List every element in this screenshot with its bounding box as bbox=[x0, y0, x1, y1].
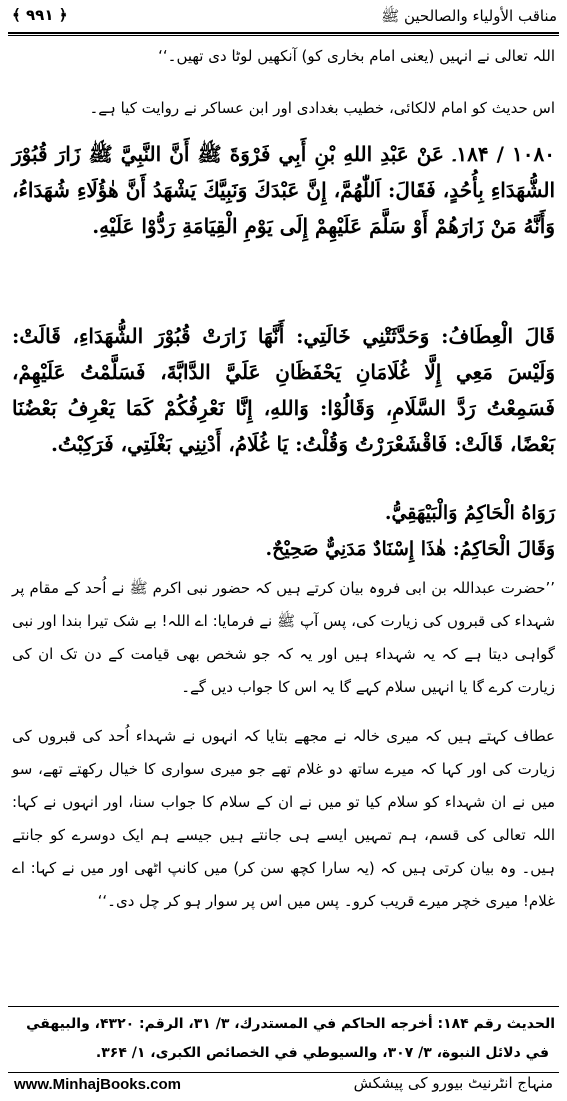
translation-paragraph-2: عطاف کہتے ہیں کہ میری خالہ نے مجھے بتایا کہ انہوں نے شہداء اُحد کی قبروں کی زیارت کی اور کہا کہ میرے ساتھ دو غلام تھے جو میری سواری کا خیال رکھتے تھے، سو میں نے ان شہداء کو سلام کیا تو میں نے ان کے سلام کا جواب سنا، اور انہوں نے کہا: اللہ تعالی کی قسم، ہم تمہیں ایسے ہی جانتے ہیں جیسے ہم ایک دوسرے کو جانتے ہیں۔ وہ بیان کرتی ہیں کہ (یہ سارا کچھ سن کر) میں کانپ اٹھی اور میں نے کہا: اے غلام! میری خچر میرے قریب کرو۔ پس میں اس پر سوار ہو کر چل دی۔‘‘ bbox=[12, 727, 555, 910]
footer-rule bbox=[8, 1072, 559, 1073]
references bbox=[12, 1010, 555, 1068]
hadith-grading: وَقَالَ الْحَاكِمُ: هٰذَا إِسْنَادٌ مَدَنِيٌّ صَحِيْحٌ. bbox=[265, 538, 555, 560]
page-header bbox=[10, 6, 557, 32]
hadith-number: ۱۰۸۰ / ۱۸۴۔ bbox=[452, 142, 556, 166]
reference-line-1: الحديث رقم ۱۸۴: أخرجه الحاكم في المستدرك، ۳/ ۳۱، الرقم: ۴۳۲۰، والبيهقي bbox=[26, 1016, 555, 1032]
hadith-paragraph-2: قَالَ الْعِطَافُ: وَحَدَّثَتْنِي خَالَتِي: أَنَّهَا زَارَتْ قُبُوْرَ الشُّهَدَاءِ، قَالَتْ: وَلَيْسَ مَعِي إِلَّا غُلَامَانِ يَحْفَظَانِ عَلَيَّ الدَّابَّةَ، فَسَلَّمْتُ عَلَيْهِمْ، فَسَمِعْتُ رَدَّ السَّلَامِ، وَقَالُوْا: وَاللهِ، إِنَّا نَعْرِفُكُمْ كَمَا يَعْرِفُ بَعْضُنَا بَعْضًا، قَالَتْ: فَاقْشَعْرَرْتُ وَقُلْتُ: يَا غُلَامُ، أَدْنِنِي بَغْلَتِي، فَرَكِبْتُ. bbox=[12, 324, 555, 456]
reference-line-2: في دلائل النبوة، ۳/ ۳۰۷، والسيوطي في الخصائص الكبرى، ۱/ ۳۶۴. bbox=[95, 1045, 549, 1061]
intro-line-2: اس حدیث کو امام لالکائی، خطیب بغدادی اور ابن عساکر نے روایت کیا ہے۔ bbox=[89, 99, 555, 117]
translation-paragraph-1: ’’حضرت عبداللہ بن ابی فروہ بیان کرتے ہیں کہ حضور نبی اکرم ﷺ نے اُحد کے مقام پر شہداء کی قبروں کی زیارت کی، پس آپ ﷺ نے فرمایا: اے اللہ! بے شک تیرا بندا اور نبی گواہی دیتا ہے کہ یہ شہداء ہیں اور یہ کہ جو شخص بھی قیامت کے دن تک ان کی زیارت کرے گا یا انہیں سلام کہے گا یہ اس کا جواب دیں گے۔ bbox=[12, 579, 555, 696]
running-title: مناقب الأولياء والصالحين ﷺ bbox=[381, 7, 557, 25]
hadith-paragraph-1 bbox=[12, 136, 555, 244]
intro-line-1: اللہ تعالی نے انہیں (یعنی امام بخاری کو) آنکھیں لوٹا دی تھیں۔‘‘ bbox=[158, 47, 555, 65]
references-rule bbox=[8, 1006, 559, 1007]
header-rule-thin bbox=[8, 35, 559, 36]
footer-publisher: منہاج انٹرنیٹ بیورو کی پیشکش bbox=[353, 1074, 553, 1092]
header-rule bbox=[8, 32, 559, 34]
hadith-text: عَنْ عَبْدِ اللهِ بْنِ أَبِي فَرْوَةَ ﷺ أَنَّ النَّبِيَّ ﷺ زَارَ قُبُوْرَ الشُّهَدَاءِ بِأُحُدٍ، فَقَالَ: اَللّٰهُمَّ، إِنَّ عَبْدَكَ وَنَبِيَّكَ يَشْهَدُ أَنَّ هٰؤُلَاءِ شُهَدَاءُ، وَأَنَّهُ مَنْ زَارَهُمْ أَوْ سَلَّمَ عَلَيْهِمْ إِلَى يَوْمِ الْقِيَامَةِ رَدُّوْا عَلَيْهِ. bbox=[12, 142, 555, 238]
hadith-riwayah: رَوَاهُ الْحَاكِمُ وَالْبَيْهَقِيُّ. bbox=[384, 502, 555, 524]
page-number: ﴿ ۹۹۱ ﴾ bbox=[12, 6, 68, 24]
footer-url[interactable]: www.MinhajBooks.com bbox=[14, 1076, 181, 1093]
